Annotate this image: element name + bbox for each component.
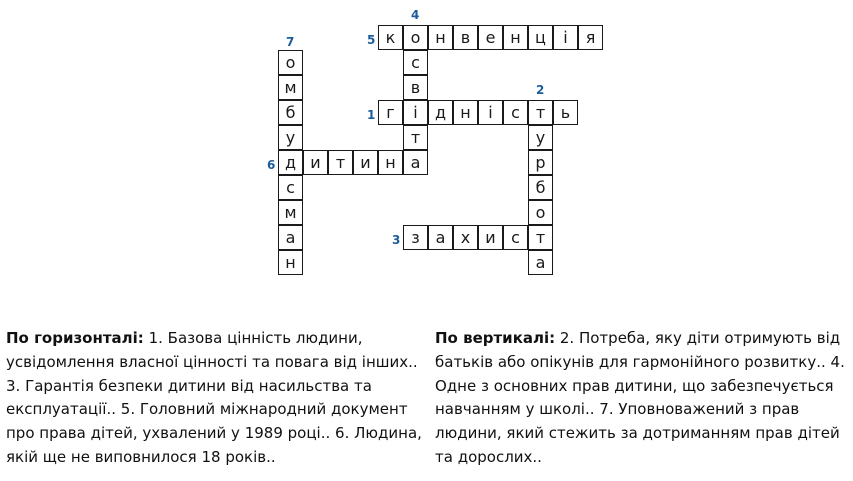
horizontal-clues-heading: По горизонталі: [6, 329, 144, 347]
crossword-cell: і [403, 100, 428, 125]
crossword-cell: б [528, 175, 553, 200]
crossword-cell: м [278, 200, 303, 225]
crossword-cell: ц [528, 25, 553, 50]
crossword-cell: т [403, 125, 428, 150]
crossword-cell: в [453, 25, 478, 50]
crossword-cell: н [278, 250, 303, 275]
crossword-cell: о [528, 200, 553, 225]
crossword-cell: а [428, 225, 453, 250]
crossword-cell: н [428, 25, 453, 50]
clue-number-7: 7 [286, 35, 295, 49]
crossword-cell: б [278, 100, 303, 125]
crossword-cell: х [453, 225, 478, 250]
crossword-cell: с [503, 225, 528, 250]
crossword-cell: ь [553, 100, 578, 125]
crossword-cell: у [278, 125, 303, 150]
crossword-cell: а [528, 250, 553, 275]
crossword-cell: і [553, 25, 578, 50]
crossword-cell: д [428, 100, 453, 125]
vertical-clues-heading: По вертикалі: [435, 329, 556, 347]
crossword-cell: и [303, 150, 328, 175]
crossword-cell: з [403, 225, 428, 250]
crossword-cell: в [403, 75, 428, 100]
crossword-cell: с [278, 175, 303, 200]
crossword-cell: т [528, 100, 553, 125]
crossword-cell: д [278, 150, 303, 175]
crossword-cell: н [453, 100, 478, 125]
clue-number-6: 6 [267, 158, 276, 172]
horizontal-clues [6, 327, 424, 470]
crossword-cell: а [278, 225, 303, 250]
clue-number-3: 3 [392, 233, 401, 247]
crossword-cell: у [528, 125, 553, 150]
crossword-cell: н [503, 25, 528, 50]
clue-number-4: 4 [411, 8, 420, 22]
crossword-cell: а [403, 150, 428, 175]
crossword-cell: г [378, 100, 403, 125]
crossword-cell: с [403, 50, 428, 75]
clue-number-5: 5 [367, 33, 376, 47]
vertical-clues-text: 2. Потреба, яку діти отримують від батьків або опікунів для гармонійного розвитку.. 4. Одне з основних прав дитини, що забезпечується навчанням у школі.. 7. Уповноважений з прав людини, який стежить за дотриманням прав дітей та дорослих.. [435, 329, 845, 466]
crossword-cell: е [478, 25, 503, 50]
crossword-cell: н [378, 150, 403, 175]
crossword-cell: с [503, 100, 528, 125]
crossword-cell: м [278, 75, 303, 100]
crossword-cell: к [378, 25, 403, 50]
crossword-cell: о [403, 25, 428, 50]
clue-number-2: 2 [536, 83, 545, 97]
clue-number-1: 1 [367, 108, 376, 122]
vertical-clues [435, 327, 850, 470]
crossword-cell: і [478, 100, 503, 125]
crossword-cell: о [278, 50, 303, 75]
crossword-cell: р [528, 150, 553, 175]
crossword-cell: я [578, 25, 603, 50]
crossword-cell: и [478, 225, 503, 250]
horizontal-clues-text: 1. Базова цінність людини, усвідомлення власної цінності та повага від інших.. 3. Гарантія безпеки дитини від насильства та експлуатації.. 5. Головний міжнародний документ про права дітей, ухвалений у 1989 році.. 6. Людина, якій ще не виповнилося 18 років.. [6, 329, 422, 466]
crossword-cell: т [328, 150, 353, 175]
crossword-cell: и [353, 150, 378, 175]
crossword-cell: т [528, 225, 553, 250]
